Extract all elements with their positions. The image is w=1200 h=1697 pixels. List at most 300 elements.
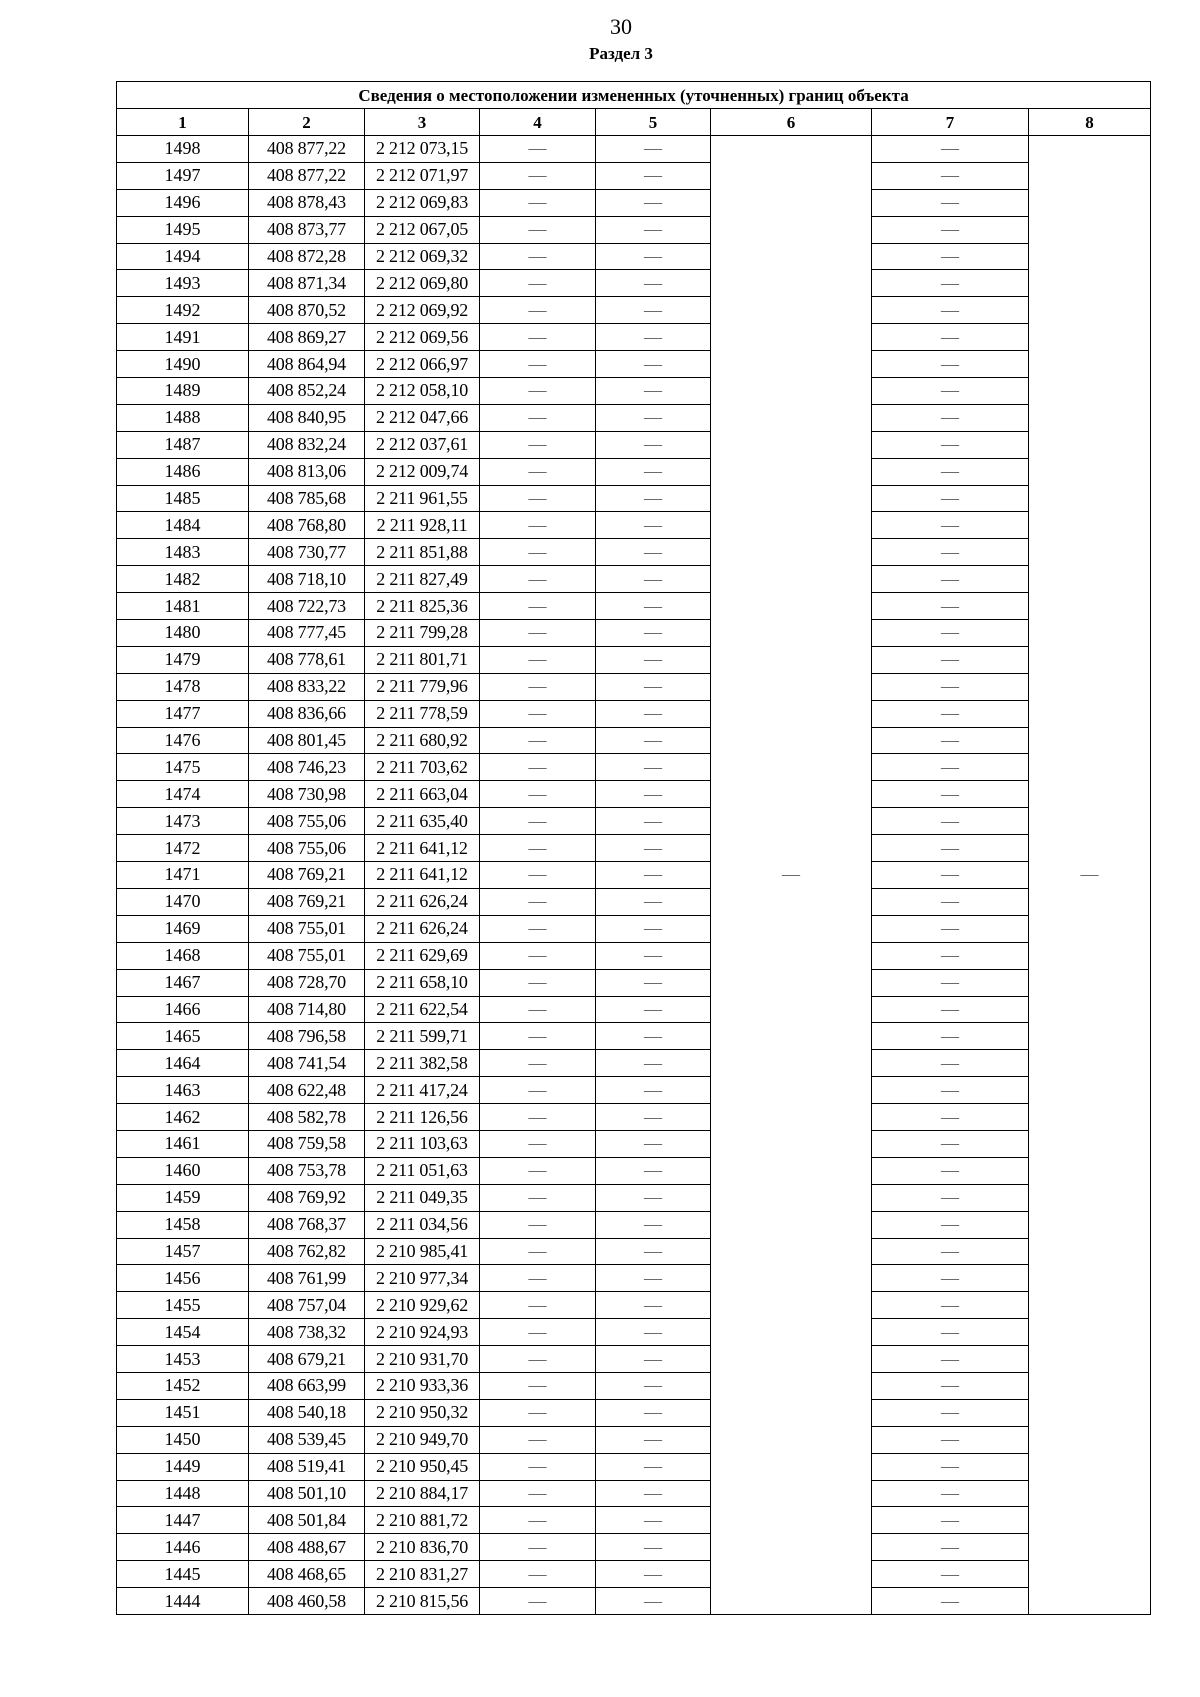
y-coordinate-cell: 2 210 985,41 [365, 1238, 480, 1265]
point-number-cell: 1487 [117, 431, 249, 458]
y-coordinate-cell: 2 211 928,11 [365, 512, 480, 539]
y-coordinate-cell: 2 210 815,56 [365, 1588, 480, 1615]
table-row [117, 324, 1151, 351]
y-coordinate-cell: 2 211 680,92 [365, 727, 480, 754]
x-coordinate-cell: 408 741,54 [249, 1050, 365, 1077]
point-number-cell: 1464 [117, 1050, 249, 1077]
table-row [117, 1319, 1151, 1346]
y-coordinate-cell: 2 210 831,27 [365, 1561, 480, 1588]
y-coordinate-cell: 2 212 066,97 [365, 351, 480, 378]
column-7-dash-cell: — [872, 862, 1029, 889]
table-title: Сведения о местоположении измененных (уточненных) границ объекта [117, 82, 1151, 109]
x-coordinate-cell: 408 730,98 [249, 781, 365, 808]
table-row [117, 673, 1151, 700]
point-number-cell: 1444 [117, 1588, 249, 1615]
column-5-dash-cell: — [596, 808, 711, 835]
column-7-dash-cell: — [872, 1265, 1029, 1292]
y-coordinate-cell: 2 211 599,71 [365, 1023, 480, 1050]
y-coordinate-cell: 2 212 073,15 [365, 136, 480, 163]
column-7-dash-cell: — [872, 162, 1029, 189]
column-4-dash-cell: — [480, 808, 596, 835]
column-7-dash-cell: — [872, 1077, 1029, 1104]
column-5-dash-cell: — [596, 1265, 711, 1292]
point-number-cell: 1493 [117, 270, 249, 297]
column-4-dash-cell: — [480, 754, 596, 781]
table-row [117, 1588, 1151, 1615]
table-row [117, 1534, 1151, 1561]
column-4-dash-cell: — [480, 243, 596, 270]
point-number-cell: 1448 [117, 1480, 249, 1507]
table-row [117, 1346, 1151, 1373]
point-number-cell: 1480 [117, 620, 249, 647]
column-4-dash-cell: — [480, 969, 596, 996]
column-5-dash-cell: — [596, 1238, 711, 1265]
y-coordinate-cell: 2 212 037,61 [365, 431, 480, 458]
table-row [117, 808, 1151, 835]
y-coordinate-cell: 2 211 417,24 [365, 1077, 480, 1104]
column-4-dash-cell: — [480, 216, 596, 243]
table-row [117, 162, 1151, 189]
column-7-dash-cell: — [872, 1346, 1029, 1373]
table-row [117, 700, 1151, 727]
column-5-dash-cell: — [596, 673, 711, 700]
column-7-dash-cell: — [872, 727, 1029, 754]
x-coordinate-cell: 408 540,18 [249, 1399, 365, 1426]
column-7-dash-cell: — [872, 458, 1029, 485]
table-row [117, 1157, 1151, 1184]
point-number-cell: 1472 [117, 835, 249, 862]
y-coordinate-cell: 2 210 881,72 [365, 1507, 480, 1534]
column-4-dash-cell: — [480, 351, 596, 378]
table-row [117, 1561, 1151, 1588]
x-coordinate-cell: 408 622,48 [249, 1077, 365, 1104]
column-5-dash-cell: — [596, 216, 711, 243]
table-row [117, 888, 1151, 915]
y-coordinate-cell: 2 211 658,10 [365, 969, 480, 996]
column-5-dash-cell: — [596, 1426, 711, 1453]
column-7-dash-cell: — [872, 297, 1029, 324]
column-4-dash-cell: — [480, 942, 596, 969]
column-7-dash-cell: — [872, 512, 1029, 539]
column-7-dash-cell: — [872, 1372, 1029, 1399]
x-coordinate-cell: 408 769,21 [249, 862, 365, 889]
point-number-cell: 1457 [117, 1238, 249, 1265]
point-number-cell: 1486 [117, 458, 249, 485]
y-coordinate-cell: 2 211 703,62 [365, 754, 480, 781]
y-coordinate-cell: 2 211 851,88 [365, 539, 480, 566]
y-coordinate-cell: 2 211 635,40 [365, 808, 480, 835]
x-coordinate-cell: 408 468,65 [249, 1561, 365, 1588]
column-4-dash-cell: — [480, 1561, 596, 1588]
x-coordinate-cell: 408 833,22 [249, 673, 365, 700]
table-row [117, 1507, 1151, 1534]
x-coordinate-cell: 408 755,06 [249, 835, 365, 862]
point-number-cell: 1481 [117, 593, 249, 620]
x-coordinate-cell: 408 878,43 [249, 189, 365, 216]
column-7-dash-cell: — [872, 189, 1029, 216]
column-7-dash-cell: — [872, 1211, 1029, 1238]
x-coordinate-cell: 408 852,24 [249, 378, 365, 405]
y-coordinate-cell: 2 210 977,34 [365, 1265, 480, 1292]
column-4-dash-cell: — [480, 835, 596, 862]
y-coordinate-cell: 2 212 071,97 [365, 162, 480, 189]
column-4-dash-cell: — [480, 1346, 596, 1373]
column-4-dash-cell: — [480, 700, 596, 727]
column-5-dash-cell: — [596, 700, 711, 727]
column-7-dash-cell: — [872, 1399, 1029, 1426]
column-7-dash-cell: — [872, 1184, 1029, 1211]
column-7-dash-cell: — [872, 1480, 1029, 1507]
column-4-dash-cell: — [480, 512, 596, 539]
column-4-dash-cell: — [480, 136, 596, 163]
x-coordinate-cell: 408 728,70 [249, 969, 365, 996]
column-5-dash-cell: — [596, 485, 711, 512]
table-row [117, 1077, 1151, 1104]
x-coordinate-cell: 408 801,45 [249, 727, 365, 754]
y-coordinate-cell: 2 211 103,63 [365, 1130, 480, 1157]
table-row [117, 1130, 1151, 1157]
x-coordinate-cell: 408 722,73 [249, 593, 365, 620]
column-4-dash-cell: — [480, 620, 596, 647]
column-5-dash-cell: — [596, 1588, 711, 1615]
y-coordinate-cell: 2 211 629,69 [365, 942, 480, 969]
column-5-dash-cell: — [596, 1023, 711, 1050]
column-4-dash-cell: — [480, 270, 596, 297]
y-coordinate-cell: 2 210 836,70 [365, 1534, 480, 1561]
y-coordinate-cell: 2 212 069,56 [365, 324, 480, 351]
column-5-dash-cell: — [596, 1561, 711, 1588]
column-7-dash-cell: — [872, 969, 1029, 996]
column-7-dash-cell: — [872, 808, 1029, 835]
column-5-dash-cell: — [596, 378, 711, 405]
table-row [117, 1292, 1151, 1319]
column-4-dash-cell: — [480, 324, 596, 351]
table-row [117, 136, 1151, 163]
column-5-dash-cell: — [596, 1292, 711, 1319]
point-number-cell: 1498 [117, 136, 249, 163]
column-4-dash-cell: — [480, 1077, 596, 1104]
point-number-cell: 1451 [117, 1399, 249, 1426]
point-number-cell: 1474 [117, 781, 249, 808]
x-coordinate-cell: 408 753,78 [249, 1157, 365, 1184]
y-coordinate-cell: 2 210 950,32 [365, 1399, 480, 1426]
column-4-dash-cell: — [480, 458, 596, 485]
x-coordinate-cell: 408 769,92 [249, 1184, 365, 1211]
y-coordinate-cell: 2 211 049,35 [365, 1184, 480, 1211]
column-5-dash-cell: — [596, 1480, 711, 1507]
y-coordinate-cell: 2 211 801,71 [365, 646, 480, 673]
column-5-dash-cell: — [596, 835, 711, 862]
column-header: 8 [1029, 109, 1151, 136]
column-5-dash-cell: — [596, 1077, 711, 1104]
column-7-dash-cell: — [872, 1507, 1029, 1534]
column-7-dash-cell: — [872, 1292, 1029, 1319]
point-number-cell: 1470 [117, 888, 249, 915]
y-coordinate-cell: 2 210 929,62 [365, 1292, 480, 1319]
column-4-dash-cell: — [480, 1238, 596, 1265]
column-7-dash-cell: — [872, 1588, 1029, 1615]
column-4-dash-cell: — [480, 1157, 596, 1184]
y-coordinate-cell: 2 210 950,45 [365, 1453, 480, 1480]
column-7-dash-cell: — [872, 1130, 1029, 1157]
y-coordinate-cell: 2 211 622,54 [365, 996, 480, 1023]
x-coordinate-cell: 408 777,45 [249, 620, 365, 647]
x-coordinate-cell: 408 870,52 [249, 297, 365, 324]
column-5-dash-cell: — [596, 1399, 711, 1426]
column-5-dash-cell: — [596, 888, 711, 915]
column-header: 2 [249, 109, 365, 136]
column-4-dash-cell: — [480, 1292, 596, 1319]
column-4-dash-cell: — [480, 593, 596, 620]
point-number-cell: 1488 [117, 404, 249, 431]
column-7-dash-cell: — [872, 270, 1029, 297]
column-5-dash-cell: — [596, 566, 711, 593]
x-coordinate-cell: 408 761,99 [249, 1265, 365, 1292]
column-7-dash-cell: — [872, 1426, 1029, 1453]
x-coordinate-cell: 408 832,24 [249, 431, 365, 458]
point-number-cell: 1453 [117, 1346, 249, 1373]
column-5-dash-cell: — [596, 1534, 711, 1561]
table-row [117, 1372, 1151, 1399]
y-coordinate-cell: 2 210 933,36 [365, 1372, 480, 1399]
table-row [117, 216, 1151, 243]
table-row [117, 1426, 1151, 1453]
column-4-dash-cell: — [480, 1319, 596, 1346]
point-number-cell: 1466 [117, 996, 249, 1023]
table-body [117, 136, 1151, 1615]
column-7-dash-cell: — [872, 1157, 1029, 1184]
y-coordinate-cell: 2 210 884,17 [365, 1480, 480, 1507]
x-coordinate-cell: 408 663,99 [249, 1372, 365, 1399]
column-7-dash-cell: — [872, 1238, 1029, 1265]
table-row [117, 378, 1151, 405]
column-5-dash-cell: — [596, 862, 711, 889]
section-title: Раздел 3 [589, 44, 653, 63]
column-5-dash-cell: — [596, 620, 711, 647]
column-5-dash-cell: — [596, 404, 711, 431]
column-7-dash-cell: — [872, 1561, 1029, 1588]
x-coordinate-cell: 408 679,21 [249, 1346, 365, 1373]
column-5-dash-cell: — [596, 1372, 711, 1399]
column-4-dash-cell: — [480, 996, 596, 1023]
x-coordinate-cell: 408 769,21 [249, 888, 365, 915]
y-coordinate-cell: 2 212 069,83 [365, 189, 480, 216]
table-row [117, 404, 1151, 431]
point-number-cell: 1483 [117, 539, 249, 566]
x-coordinate-cell: 408 759,58 [249, 1130, 365, 1157]
column-7-dash-cell: — [872, 485, 1029, 512]
y-coordinate-cell: 2 211 827,49 [365, 566, 480, 593]
column-7-dash-cell: — [872, 351, 1029, 378]
y-coordinate-cell: 2 211 051,63 [365, 1157, 480, 1184]
point-number-cell: 1479 [117, 646, 249, 673]
y-coordinate-cell: 2 212 069,32 [365, 243, 480, 270]
x-coordinate-cell: 408 869,27 [249, 324, 365, 351]
column-4-dash-cell: — [480, 1265, 596, 1292]
table-row [117, 781, 1151, 808]
table-row [117, 646, 1151, 673]
point-number-cell: 1463 [117, 1077, 249, 1104]
column-4-dash-cell: — [480, 162, 596, 189]
table-row [117, 1184, 1151, 1211]
table-row [117, 243, 1151, 270]
y-coordinate-cell: 2 211 382,58 [365, 1050, 480, 1077]
column-5-dash-cell: — [596, 351, 711, 378]
column-5-dash-cell: — [596, 136, 711, 163]
column-5-dash-cell: — [596, 297, 711, 324]
column-5-dash-cell: — [596, 162, 711, 189]
x-coordinate-cell: 408 718,10 [249, 566, 365, 593]
table-row [117, 566, 1151, 593]
column-4-dash-cell: — [480, 297, 596, 324]
table-row [117, 862, 1151, 889]
column-4-dash-cell: — [480, 404, 596, 431]
column-7-dash-cell: — [872, 673, 1029, 700]
column-4-dash-cell: — [480, 189, 596, 216]
point-number-cell: 1452 [117, 1372, 249, 1399]
column-4-dash-cell: — [480, 673, 596, 700]
y-coordinate-cell: 2 211 779,96 [365, 673, 480, 700]
column-5-dash-cell: — [596, 189, 711, 216]
x-coordinate-cell: 408 785,68 [249, 485, 365, 512]
table-row [117, 189, 1151, 216]
x-coordinate-cell: 408 873,77 [249, 216, 365, 243]
point-number-cell: 1477 [117, 700, 249, 727]
column-7-dash-cell: — [872, 915, 1029, 942]
y-coordinate-cell: 2 212 069,80 [365, 270, 480, 297]
point-number-cell: 1455 [117, 1292, 249, 1319]
y-coordinate-cell: 2 211 626,24 [365, 915, 480, 942]
column-5-dash-cell: — [596, 1211, 711, 1238]
y-coordinate-cell: 2 211 126,56 [365, 1104, 480, 1131]
column-5-dash-cell: — [596, 458, 711, 485]
column-4-dash-cell: — [480, 1426, 596, 1453]
column-4-dash-cell: — [480, 646, 596, 673]
x-coordinate-cell: 408 501,84 [249, 1507, 365, 1534]
column-header: 4 [480, 109, 596, 136]
x-coordinate-cell: 408 768,80 [249, 512, 365, 539]
column-4-dash-cell: — [480, 1023, 596, 1050]
table-row [117, 727, 1151, 754]
point-number-cell: 1465 [117, 1023, 249, 1050]
column-8-merged-cell: — [1029, 136, 1151, 1615]
column-4-dash-cell: — [480, 1184, 596, 1211]
column-7-dash-cell: — [872, 378, 1029, 405]
column-7-dash-cell: — [872, 216, 1029, 243]
column-5-dash-cell: — [596, 1507, 711, 1534]
column-7-dash-cell: — [872, 781, 1029, 808]
table-row [117, 1104, 1151, 1131]
column-header-row [117, 109, 1151, 136]
table-row [117, 969, 1151, 996]
point-number-cell: 1447 [117, 1507, 249, 1534]
column-4-dash-cell: — [480, 566, 596, 593]
column-7-dash-cell: — [872, 431, 1029, 458]
table-row [117, 593, 1151, 620]
column-4-dash-cell: — [480, 1050, 596, 1077]
column-5-dash-cell: — [596, 1453, 711, 1480]
column-5-dash-cell: — [596, 727, 711, 754]
y-coordinate-cell: 2 210 949,70 [365, 1426, 480, 1453]
y-coordinate-cell: 2 211 641,12 [365, 862, 480, 889]
table-row [117, 835, 1151, 862]
column-5-dash-cell: — [596, 593, 711, 620]
column-5-dash-cell: — [596, 1050, 711, 1077]
column-7-dash-cell: — [872, 539, 1029, 566]
point-number-cell: 1485 [117, 485, 249, 512]
column-4-dash-cell: — [480, 1104, 596, 1131]
table-row [117, 1265, 1151, 1292]
column-5-dash-cell: — [596, 1346, 711, 1373]
column-4-dash-cell: — [480, 1399, 596, 1426]
x-coordinate-cell: 408 746,23 [249, 754, 365, 781]
column-7-dash-cell: — [872, 324, 1029, 351]
point-number-cell: 1469 [117, 915, 249, 942]
column-5-dash-cell: — [596, 1104, 711, 1131]
point-number-cell: 1468 [117, 942, 249, 969]
x-coordinate-cell: 408 501,10 [249, 1480, 365, 1507]
column-5-dash-cell: — [596, 324, 711, 351]
column-5-dash-cell: — [596, 1157, 711, 1184]
table-row [117, 1399, 1151, 1426]
table-row [117, 270, 1151, 297]
y-coordinate-cell: 2 211 034,56 [365, 1211, 480, 1238]
column-5-dash-cell: — [596, 539, 711, 566]
column-5-dash-cell: — [596, 1319, 711, 1346]
column-7-dash-cell: — [872, 700, 1029, 727]
column-7-dash-cell: — [872, 942, 1029, 969]
point-number-cell: 1462 [117, 1104, 249, 1131]
boundary-table [116, 81, 1151, 1615]
point-number-cell: 1454 [117, 1319, 249, 1346]
x-coordinate-cell: 408 755,06 [249, 808, 365, 835]
x-coordinate-cell: 408 778,61 [249, 646, 365, 673]
x-coordinate-cell: 408 755,01 [249, 915, 365, 942]
table-row [117, 1050, 1151, 1077]
column-5-dash-cell: — [596, 969, 711, 996]
table-row [117, 431, 1151, 458]
point-number-cell: 1461 [117, 1130, 249, 1157]
point-number-cell: 1476 [117, 727, 249, 754]
x-coordinate-cell: 408 762,82 [249, 1238, 365, 1265]
column-4-dash-cell: — [480, 1534, 596, 1561]
column-4-dash-cell: — [480, 539, 596, 566]
point-number-cell: 1446 [117, 1534, 249, 1561]
column-6-merged-cell: — [711, 136, 872, 1615]
column-5-dash-cell: — [596, 431, 711, 458]
x-coordinate-cell: 408 755,01 [249, 942, 365, 969]
column-7-dash-cell: — [872, 593, 1029, 620]
table-row [117, 485, 1151, 512]
y-coordinate-cell: 2 210 931,70 [365, 1346, 480, 1373]
column-7-dash-cell: — [872, 888, 1029, 915]
column-5-dash-cell: — [596, 915, 711, 942]
table-row [117, 458, 1151, 485]
point-number-cell: 1449 [117, 1453, 249, 1480]
point-number-cell: 1490 [117, 351, 249, 378]
y-coordinate-cell: 2 210 924,93 [365, 1319, 480, 1346]
y-coordinate-cell: 2 211 663,04 [365, 781, 480, 808]
point-number-cell: 1491 [117, 324, 249, 351]
y-coordinate-cell: 2 211 641,12 [365, 835, 480, 862]
point-number-cell: 1450 [117, 1426, 249, 1453]
column-header: 7 [872, 109, 1029, 136]
column-5-dash-cell: — [596, 243, 711, 270]
column-7-dash-cell: — [872, 996, 1029, 1023]
column-header: 6 [711, 109, 872, 136]
point-number-cell: 1492 [117, 297, 249, 324]
x-coordinate-cell: 408 768,37 [249, 1211, 365, 1238]
